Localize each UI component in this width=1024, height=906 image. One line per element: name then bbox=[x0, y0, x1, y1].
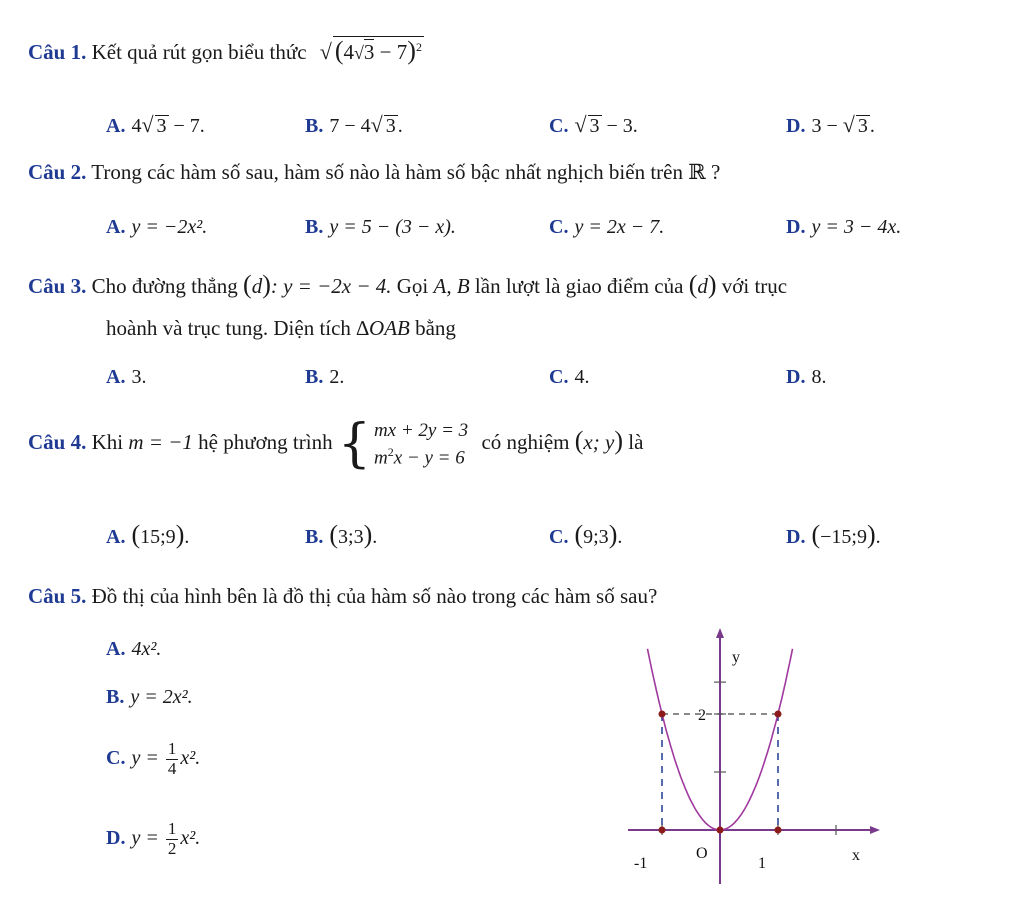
q5-option-c[interactable]: C. y = $\frac{1}{4}$ x². bbox=[106, 739, 201, 778]
question-2-number: Câu 2. bbox=[28, 160, 87, 184]
question-5 bbox=[28, 584, 657, 609]
q1-option-d[interactable]: D. 3 − √ 3 . bbox=[786, 112, 875, 137]
question-1 bbox=[28, 36, 424, 65]
question-2-text: Trong các hàm số sau, hàm số nào là hàm số bậc nhất nghịch biến trên ℝ ? bbox=[91, 160, 721, 184]
tick-label-x-1: 1 bbox=[758, 855, 766, 872]
q4-option-d[interactable]: D. (−15;9). bbox=[786, 520, 881, 549]
parabola-graph bbox=[620, 622, 890, 892]
q1-option-c[interactable]: C. √ 3 − 3. bbox=[549, 112, 638, 137]
y-axis-arrow bbox=[716, 628, 724, 638]
question-1-expression: √ $(4√3 - 7)^2$ bbox=[319, 36, 422, 65]
question-5-number: Câu 5. bbox=[28, 584, 87, 608]
equation-system: mx + 2y = 3 $m^2x - y = 6$ bbox=[373, 420, 469, 468]
question-3: Câu 3. Cho đường thẳng (d): y = −2x − 4. Gọi A, B lần lượt là giao điểm của (d) với trục bbox=[28, 270, 788, 299]
q3-option-d[interactable]: D. 8. bbox=[786, 366, 827, 388]
q2-option-c[interactable]: C. y = 2x − 7. bbox=[549, 216, 665, 238]
q3-option-b[interactable]: B. 2. bbox=[305, 366, 345, 388]
graph-point bbox=[775, 827, 782, 834]
origin-label: O bbox=[696, 845, 708, 862]
q5-option-b[interactable]: B. y = 2x². bbox=[106, 686, 193, 708]
question-4: Câu 4. Khi m = −1 hệ phương trình { mx + 2y = 3 $m^2x - y = 6$ có nghiệm (x; y) là bbox=[28, 414, 644, 475]
graph-point bbox=[659, 711, 666, 718]
question-3-line-2: hoành và trục tung. Diện tích ∆OAB bằng bbox=[106, 316, 456, 340]
tick-label-y-2: 2 bbox=[698, 707, 706, 724]
question-2 bbox=[28, 160, 720, 185]
q3-option-c[interactable]: C. 4. bbox=[549, 366, 590, 388]
question-1-text: Kết quả rút gọn biểu thức bbox=[91, 40, 307, 64]
q1-option-b[interactable]: B. 7 − 4√ 3 . bbox=[305, 112, 403, 137]
q2-option-a[interactable]: A. y = −2x². bbox=[106, 216, 208, 238]
y-axis-label: y bbox=[732, 649, 740, 666]
q5-option-d[interactable]: D. y = $\frac{1}{2}$ x². bbox=[106, 819, 201, 858]
question-4-number: Câu 4. bbox=[28, 430, 87, 455]
q2-option-d[interactable]: D. y = 3 − 4x. bbox=[786, 216, 902, 238]
x-axis-label: x bbox=[852, 847, 860, 864]
graph-point bbox=[775, 711, 782, 718]
graph-point bbox=[659, 827, 666, 834]
q4-option-b[interactable]: B. (3;3). bbox=[305, 520, 378, 549]
graph-point bbox=[717, 827, 724, 834]
question-3-number: Câu 3. bbox=[28, 274, 87, 298]
q4-option-c[interactable]: C. (9;3). bbox=[549, 520, 623, 549]
q5-option-a[interactable]: A. 4x². bbox=[106, 638, 162, 660]
x-axis-arrow bbox=[870, 826, 880, 834]
q1-option-a[interactable]: A. 4√ 3 − 7. bbox=[106, 112, 205, 137]
tick-label-x-minus-1: -1 bbox=[634, 855, 648, 872]
q2-option-b[interactable]: B. y = 5 − (3 − x). bbox=[305, 216, 456, 238]
question-1-number: Câu 1. bbox=[28, 40, 87, 64]
question-5-text: Đồ thị của hình bên là đồ thị của hàm số nào trong các hàm số sau? bbox=[91, 584, 658, 608]
q4-option-a[interactable]: A. (15;9). bbox=[106, 520, 190, 549]
q3-option-a[interactable]: A. 3. bbox=[106, 366, 147, 388]
